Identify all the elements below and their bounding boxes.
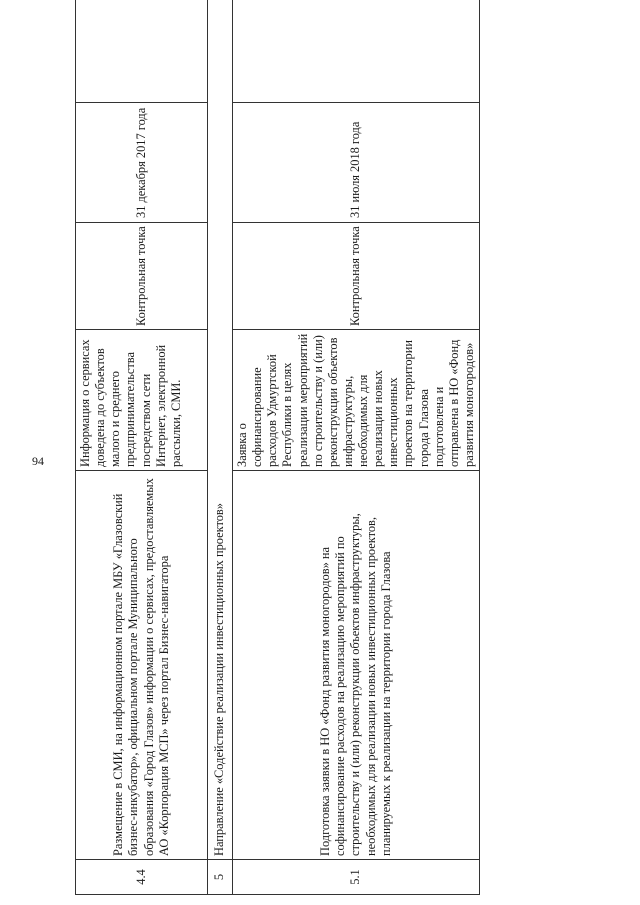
deadline-date: 31 декабря 2017 года bbox=[76, 103, 208, 223]
row-number: 4.4 bbox=[76, 860, 208, 895]
note-cell bbox=[233, 0, 480, 103]
row-number: 5.1 bbox=[233, 860, 480, 895]
rotated-page bbox=[75, 5, 615, 895]
deadline-date: 31 июля 2018 года bbox=[233, 103, 480, 223]
table-row bbox=[233, 0, 480, 895]
event-type: Контрольная точка bbox=[76, 223, 208, 330]
plan-table bbox=[75, 0, 480, 895]
section-number: 5 bbox=[208, 860, 233, 895]
activity-description: Размещение в СМИ, на информационном портале МБУ «Глазовский бизнес-инкубатор», официальном портале Муниципального образования «Город Глазов» информации о сервисах, предоставляемых АО «Корпорация МСП» через портал Бизнес-навигатора bbox=[76, 471, 208, 860]
expected-result: Заявка о софинансирование расходов Удмуртской Республики в целях реализации мероприятий по строительству и (или) реконструкции объектов инфраструктуры, необходимых для реализации новых инвестиционных проектов на территории города Глазова подготовлена и отправлена в НО «Фонд развития моногородов» bbox=[233, 330, 480, 471]
table-row bbox=[76, 0, 208, 895]
activity-description: Подготовка заявки в НО «Фонд развития моногородов» на софинансирование расходов на реализацию мероприятий по строительству и (или) реконструкции объектов инфраструктуры, необходимых для реализации новых инвестиционных проектов, планируемых к реализации на территории города Глазова bbox=[233, 471, 480, 860]
page-number: 94 bbox=[32, 454, 44, 468]
event-type: Контрольная точка bbox=[233, 223, 480, 330]
expected-result: Информация о сервисах доведена до субъектов малого и среднего предпринимательства посредством сети Интернет, электронной рассылки, СМИ. bbox=[76, 330, 208, 471]
section-title: Направление «Содействие реализации инвестиционных проектов» bbox=[208, 0, 233, 860]
section-row bbox=[208, 0, 233, 895]
note-cell bbox=[76, 0, 208, 103]
